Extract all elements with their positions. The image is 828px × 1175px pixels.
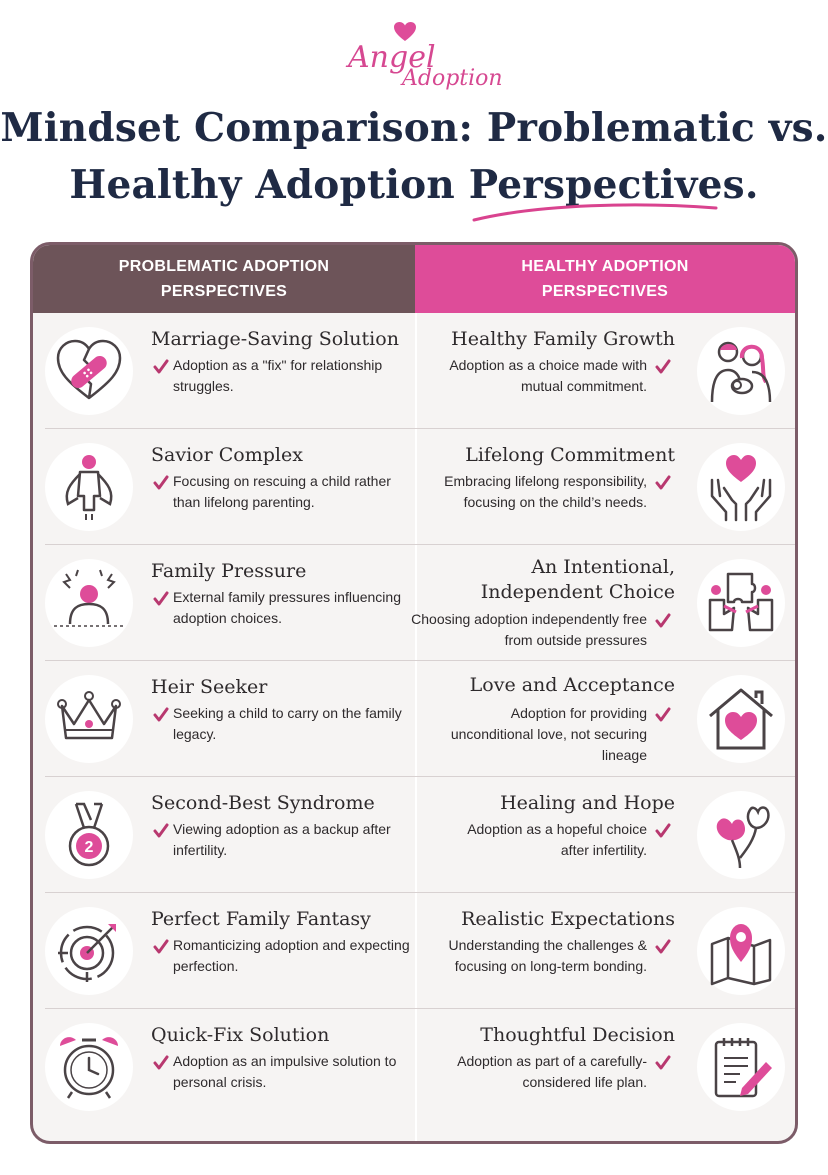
check-icon bbox=[153, 359, 169, 375]
page-title-line2: Healthy Adoption Perspectives. bbox=[69, 162, 759, 208]
check-icon bbox=[655, 613, 671, 629]
perspective-title bbox=[425, 580, 675, 605]
map-pin-icon bbox=[697, 907, 785, 995]
check-icon bbox=[655, 939, 671, 955]
perspective-description: Adoption as a choice made with mutual commitment. bbox=[449, 357, 647, 394]
perspective-title: Savior Complex bbox=[151, 444, 303, 466]
perspective-title: Realistic Expectations bbox=[461, 908, 675, 930]
perspective-title-line: Independent Choice bbox=[480, 581, 675, 603]
second-place-medal-icon bbox=[45, 791, 133, 879]
perspective-title: Family Pressure bbox=[151, 560, 307, 582]
perspective-description: Embracing lifelong responsibility, focusing on the child’s needs. bbox=[444, 473, 647, 510]
perspective-description: Choosing adoption independently free from outside pressures bbox=[411, 611, 647, 648]
problematic-cell bbox=[33, 1009, 415, 1125]
perspective-title: Perfect Family Fantasy bbox=[151, 908, 371, 930]
perspective-description: Focusing on rescuing a child rather than lifelong parenting. bbox=[173, 473, 391, 510]
header-problematic bbox=[33, 245, 415, 313]
hands-holding-heart-icon bbox=[697, 443, 785, 531]
problematic-cell bbox=[33, 893, 415, 1009]
medal-label: 2 bbox=[84, 839, 94, 856]
caped-hero-icon bbox=[45, 443, 133, 531]
table-row bbox=[33, 661, 795, 777]
perspective-title-line: An Intentional, bbox=[531, 556, 675, 578]
title-underline-swoosh bbox=[470, 200, 720, 224]
logo-text-angel: Angel bbox=[348, 40, 436, 75]
table-row bbox=[33, 893, 795, 1009]
perspective-title: Healthy Family Growth bbox=[451, 328, 675, 350]
table-row bbox=[33, 1009, 795, 1125]
logo-text-adoption: Adoption bbox=[402, 66, 503, 91]
problematic-cell bbox=[33, 777, 415, 893]
check-icon bbox=[153, 1055, 169, 1071]
stressed-person-icon bbox=[45, 559, 133, 647]
healthy-cell bbox=[417, 429, 795, 545]
perspective-description: Understanding the challenges & focusing on long-term bonding. bbox=[448, 937, 647, 974]
check-icon bbox=[655, 359, 671, 375]
healthy-cell bbox=[417, 1009, 795, 1125]
perspective-title: Quick-Fix Solution bbox=[151, 1024, 330, 1046]
perspective-description: External family pressures influencing adoption choices. bbox=[173, 589, 401, 626]
check-icon bbox=[655, 1055, 671, 1071]
clipboard-pen-icon bbox=[697, 1023, 785, 1111]
problematic-cell bbox=[33, 313, 415, 429]
check-icon bbox=[153, 591, 169, 607]
healthy-cell bbox=[417, 893, 795, 1009]
perspective-description: Adoption as an impulsive solution to personal crisis. bbox=[173, 1053, 397, 1090]
logo-heart-icon bbox=[394, 22, 416, 42]
healthy-cell bbox=[417, 661, 795, 777]
perspective-description: Viewing adoption as a backup after infertility. bbox=[173, 821, 391, 858]
perspective-title: Lifelong Commitment bbox=[465, 444, 675, 466]
comparison-table bbox=[30, 242, 798, 1144]
perspective-title: Thoughtful Decision bbox=[480, 1024, 675, 1046]
header-healthy bbox=[415, 245, 795, 313]
table-row bbox=[33, 545, 795, 661]
family-parents-baby-icon bbox=[697, 327, 785, 415]
problematic-cell bbox=[33, 661, 415, 777]
table-row bbox=[33, 429, 795, 545]
target-arrow-icon bbox=[45, 907, 133, 995]
check-icon bbox=[153, 823, 169, 839]
table-row bbox=[33, 313, 795, 429]
perspective-description: Adoption as a hopeful choice after infertility. bbox=[467, 821, 647, 858]
perspective-title: Healing and Hope bbox=[500, 792, 675, 814]
perspective-description: Adoption for providing unconditional love, not securing lineage bbox=[450, 705, 647, 763]
perspective-title: Love and Acceptance bbox=[469, 674, 675, 696]
header-problematic-line2: PERSPECTIVES bbox=[160, 283, 288, 300]
healthy-cell bbox=[417, 313, 795, 429]
puzzle-people-icon bbox=[697, 559, 785, 647]
flowers-icon bbox=[697, 791, 785, 879]
perspective-title: Second-Best Syndrome bbox=[151, 792, 375, 814]
house-heart-icon bbox=[697, 675, 785, 763]
perspective-description: Adoption as part of a carefully-considered life plan. bbox=[457, 1053, 647, 1090]
problematic-cell bbox=[33, 429, 415, 545]
crown-icon bbox=[45, 675, 133, 763]
check-icon bbox=[655, 823, 671, 839]
perspective-description: Adoption as a "fix" for relationship struggles. bbox=[173, 357, 383, 394]
page-title bbox=[0, 100, 828, 214]
alarm-clock-icon bbox=[45, 1023, 133, 1111]
header-healthy-line2: PERSPECTIVES bbox=[541, 283, 669, 300]
perspective-title: Heir Seeker bbox=[151, 676, 268, 698]
check-icon bbox=[153, 939, 169, 955]
problematic-cell bbox=[33, 545, 415, 661]
perspective-title: Marriage-Saving Solution bbox=[151, 328, 399, 350]
page-title-line1: Mindset Comparison: Problematic vs. bbox=[0, 105, 828, 151]
check-icon bbox=[153, 707, 169, 723]
perspective-description: Romanticizing adoption and expecting perfection. bbox=[173, 937, 410, 974]
brand-logo bbox=[330, 22, 503, 102]
table-row bbox=[33, 777, 795, 893]
perspective-title bbox=[425, 555, 675, 580]
check-icon bbox=[655, 475, 671, 491]
check-icon bbox=[655, 707, 671, 723]
header-problematic-line1: PROBLEMATIC ADOPTION bbox=[118, 258, 330, 275]
perspective-description: Seeking a child to carry on the family legacy. bbox=[173, 705, 402, 742]
broken-heart-bandage-icon bbox=[45, 327, 133, 415]
check-icon bbox=[153, 475, 169, 491]
healthy-cell bbox=[417, 777, 795, 893]
header-healthy-line1: HEALTHY ADOPTION bbox=[521, 258, 689, 275]
healthy-cell bbox=[411, 545, 795, 661]
